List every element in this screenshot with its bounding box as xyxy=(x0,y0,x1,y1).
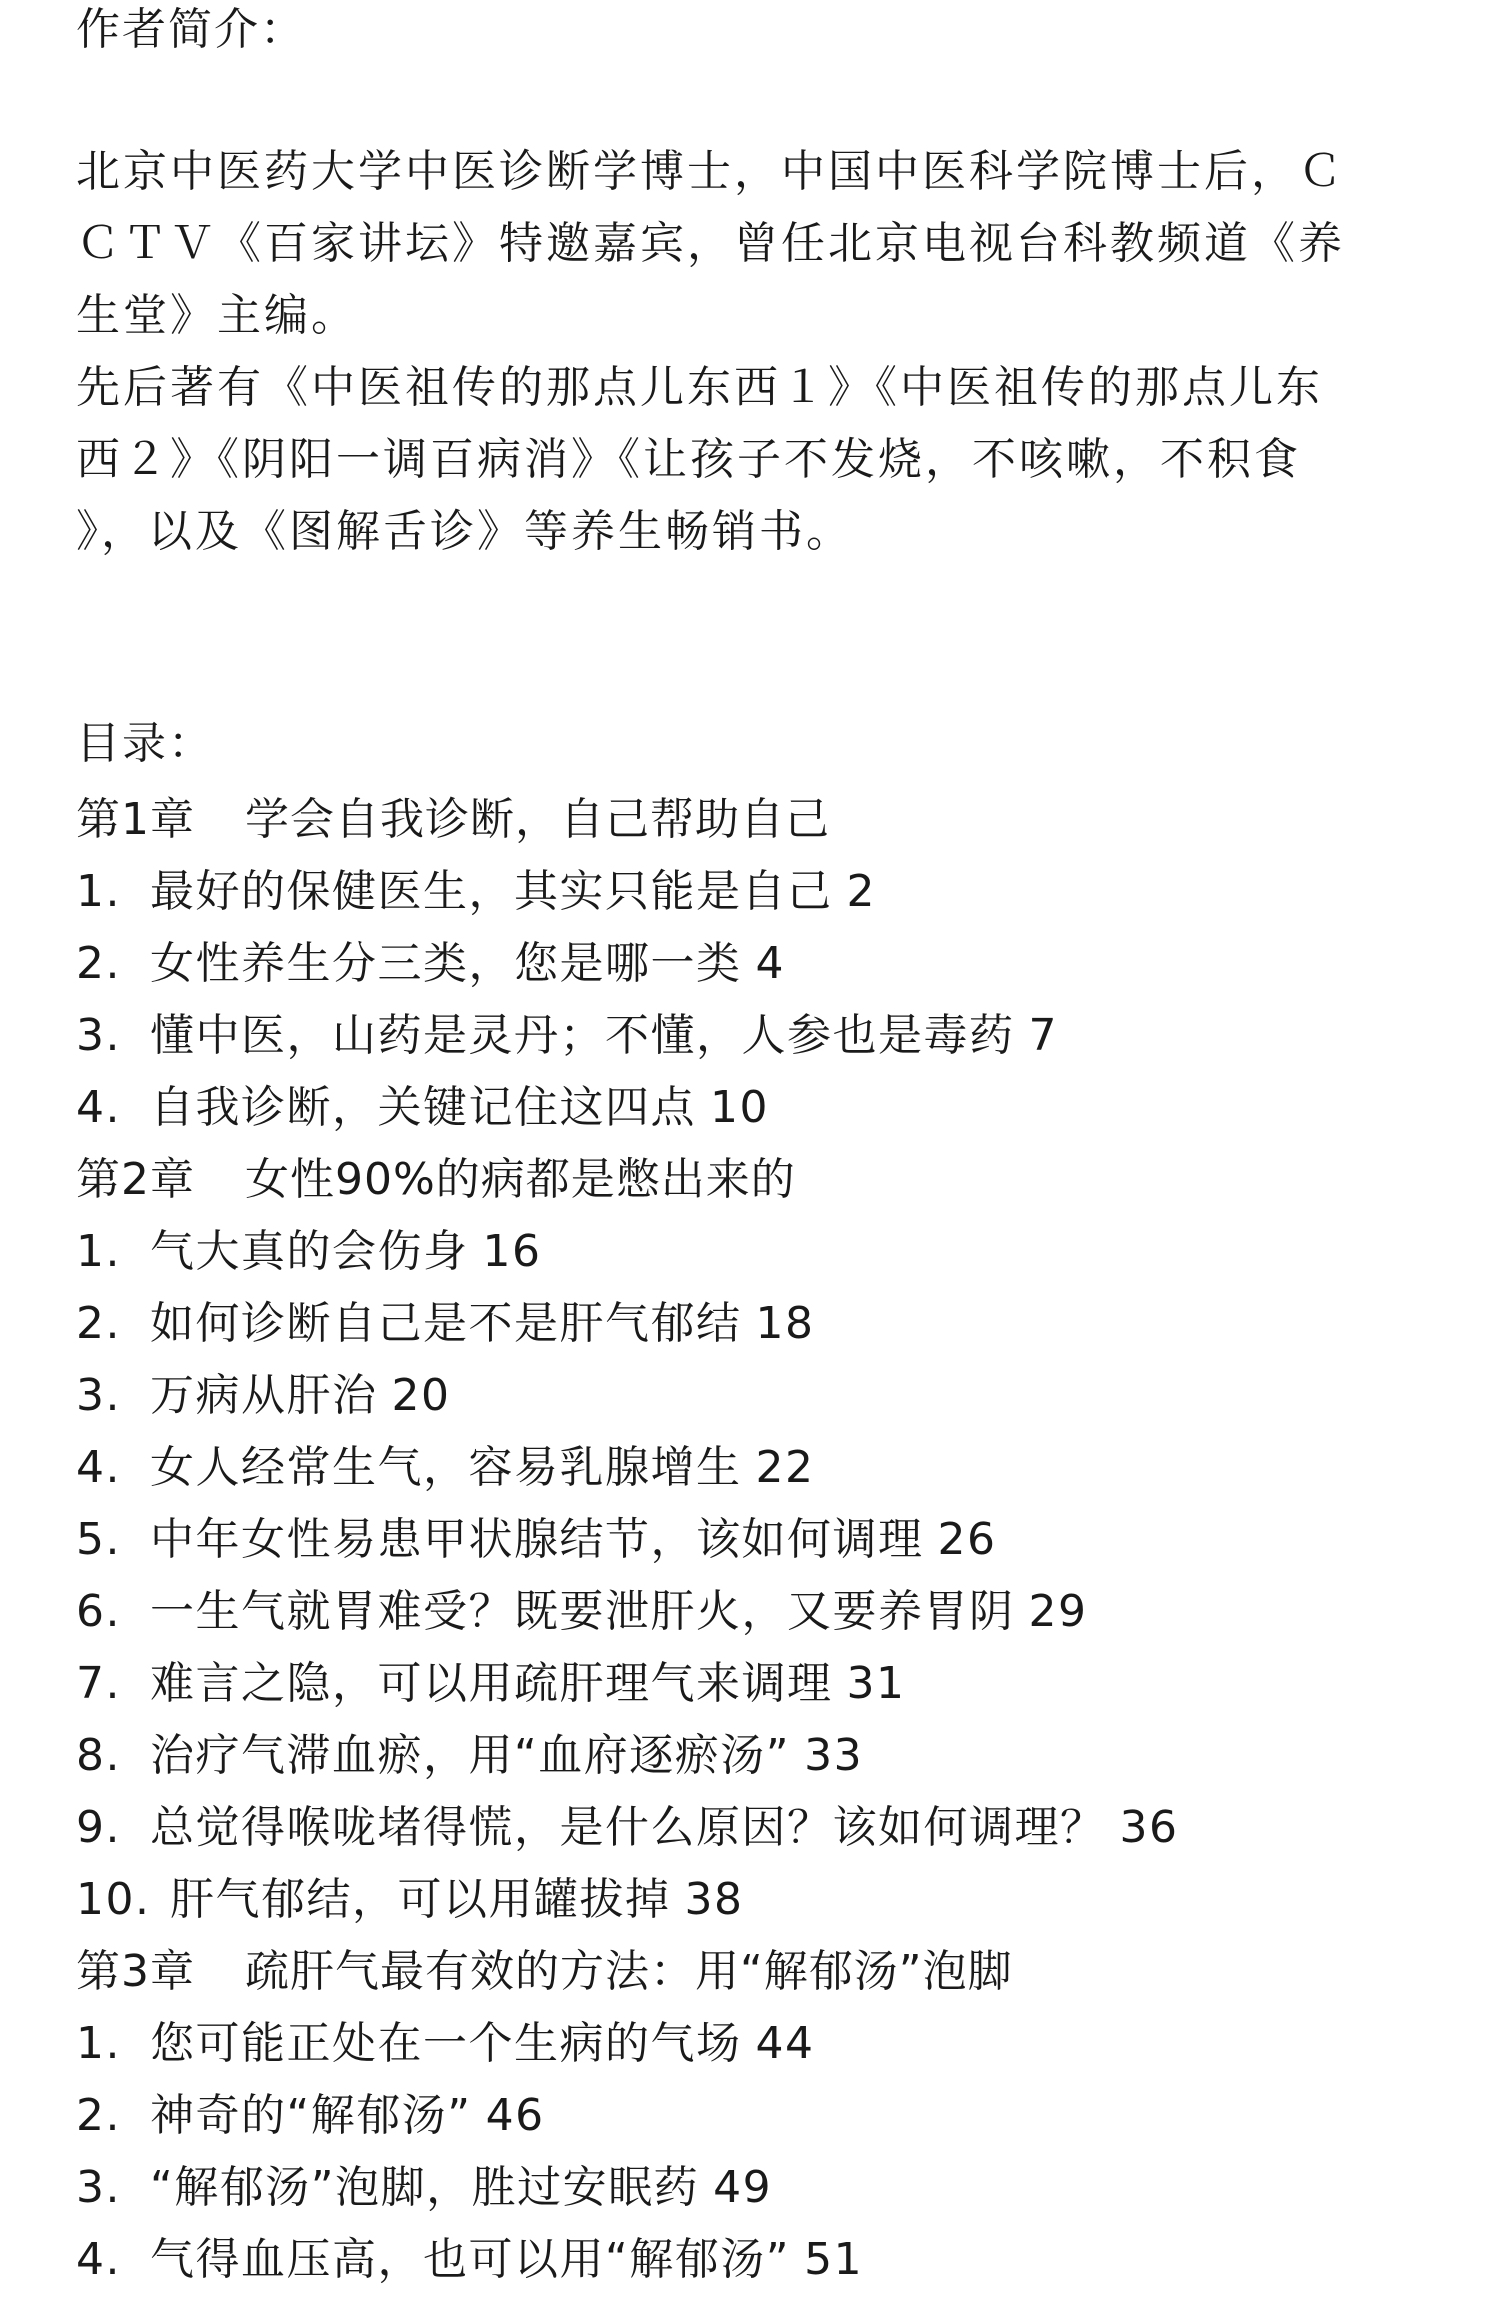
toc-item-page: 36 xyxy=(1119,1802,1179,1853)
toc-item-title: 最好的保健医生，其实只能是自己 xyxy=(150,866,833,917)
bio-line: 生堂》主编。 xyxy=(76,290,358,341)
toc-item xyxy=(76,1576,1456,1648)
toc-item xyxy=(76,2152,1456,2224)
table-of-contents xyxy=(76,784,1456,2296)
toc-item-title: 气得血压高，也可以用“解郁汤” xyxy=(150,2234,791,2285)
toc-item-title: 中年女性易患甲状腺结节，该如何调理 xyxy=(150,1514,924,1565)
toc-item-title: 女人经常生气，容易乳腺增生 xyxy=(150,1442,742,1493)
toc-item xyxy=(76,1216,1456,1288)
toc-item-number: 9. xyxy=(76,1802,121,1853)
toc-item xyxy=(76,2008,1456,2080)
toc-item-page: 22 xyxy=(755,1442,815,1493)
bio-line: 先后著有《中医祖传的那点儿东西１》《中医祖传的那点儿东 xyxy=(76,362,1323,413)
toc-chapter-heading xyxy=(76,1936,1456,2008)
toc-item xyxy=(76,1720,1456,1792)
chapter-label: 第2章 xyxy=(76,1154,195,1205)
toc-item-title: 您可能正处在一个生病的气场 xyxy=(150,2018,742,2069)
toc-heading: 目录： xyxy=(76,718,214,769)
toc-item xyxy=(76,1864,1456,1936)
toc-item-page: 4 xyxy=(755,938,785,989)
toc-item-page: 20 xyxy=(391,1370,451,1421)
toc-item-title: 如何诊断自己是不是肝气郁结 xyxy=(150,1298,742,1349)
toc-item-title: 万病从肝治 xyxy=(150,1370,378,1421)
toc-item-page: 10 xyxy=(710,1082,769,1133)
toc-item xyxy=(76,1288,1456,1360)
toc-item-page: 46 xyxy=(485,2090,545,2141)
bio-line: 北京中医药大学中医诊断学博士，中国中医科学院博士后，Ｃ xyxy=(76,146,1345,197)
chapter-label: 第1章 xyxy=(76,794,195,845)
toc-item-page: 44 xyxy=(755,2018,815,2069)
bio-line: ＣＴＶ《百家讲坛》特邀嘉宾，曾任北京电视台科教频道《养 xyxy=(76,218,1345,269)
chapter-title: 疏肝气最有效的方法：用“解郁汤”泡脚 xyxy=(245,1946,1013,1997)
toc-item-title: 难言之隐，可以用疏肝理气来调理 xyxy=(150,1658,833,1709)
chapter-title: 学会自我诊断，自己帮助自己 xyxy=(245,794,830,845)
toc-item-number: 6. xyxy=(76,1586,121,1637)
toc-item xyxy=(76,1648,1456,1720)
chapter-title: 女性90%的病都是憋出来的 xyxy=(245,1154,796,1205)
toc-item-number: 4. xyxy=(76,2234,121,2285)
toc-item-title: 自我诊断，关键记住这四点 xyxy=(150,1082,696,1133)
toc-item-number: 1. xyxy=(76,2018,121,2069)
toc-item-page: 51 xyxy=(804,2234,864,2285)
toc-item-page: 7 xyxy=(1028,1010,1058,1061)
toc-item-page: 49 xyxy=(713,2162,773,2213)
toc-item xyxy=(76,928,1456,1000)
toc-item-title: 一生气就胃难受？既要泄肝火，又要养胃阴 xyxy=(150,1586,1015,1637)
toc-item-title: 治疗气滞血瘀，用“血府逐瘀汤” xyxy=(150,1730,791,1781)
toc-item-page: 29 xyxy=(1028,1586,1088,1637)
toc-item-number: 3. xyxy=(76,1010,121,1061)
toc-item-title: 气大真的会伤身 xyxy=(150,1226,469,1277)
toc-item xyxy=(76,2080,1456,2152)
toc-item-number: 10. xyxy=(76,1874,151,1925)
toc-item-page: 2 xyxy=(846,866,876,917)
author-intro-heading: 作者简介： xyxy=(76,4,306,55)
toc-item-title: 肝气郁结，可以用罐拔掉 xyxy=(170,1874,671,1925)
toc-item-number: 2. xyxy=(76,938,121,989)
toc-item-title: 女性养生分三类，您是哪一类 xyxy=(150,938,742,989)
toc-item xyxy=(76,1504,1456,1576)
toc-item-title: 总觉得喉咙堵得慌，是什么原因？该如何调理？ xyxy=(150,1802,1106,1853)
toc-item-number: 3. xyxy=(76,1370,121,1421)
toc-item-page: 18 xyxy=(755,1298,815,1349)
toc-item xyxy=(76,856,1456,928)
toc-item xyxy=(76,1792,1456,1864)
toc-item-number: 4. xyxy=(76,1442,121,1493)
toc-chapter-heading xyxy=(76,1144,1456,1216)
toc-item-page: 26 xyxy=(937,1514,997,1565)
toc-item-number: 4. xyxy=(76,1082,121,1133)
chapter-label: 第3章 xyxy=(76,1946,195,1997)
toc-item-title: 懂中医，山药是灵丹；不懂，人参也是毒药 xyxy=(150,1010,1015,1061)
toc-item-page: 16 xyxy=(482,1226,542,1277)
toc-item xyxy=(76,1432,1456,1504)
toc-item-number: 3. xyxy=(76,2162,121,2213)
author-bio xyxy=(76,136,1376,568)
toc-item-number: 5. xyxy=(76,1514,121,1565)
toc-item-number: 1. xyxy=(76,866,121,917)
toc-item xyxy=(76,1000,1456,1072)
toc-chapter-heading xyxy=(76,784,1456,856)
toc-item-page: 33 xyxy=(804,1730,864,1781)
toc-item-number: 1. xyxy=(76,1226,121,1277)
toc-item-page: 38 xyxy=(684,1874,744,1925)
toc-item xyxy=(76,2224,1456,2296)
toc-item-number: 8. xyxy=(76,1730,121,1781)
bio-line: 西２》《阴阳一调百病消》《让孩子不发烧，不咳嗽，不积食 xyxy=(76,434,1301,485)
toc-item-title: 神奇的“解郁汤” xyxy=(150,2090,472,2141)
toc-item-title: “解郁汤”泡脚，胜过安眠药 xyxy=(150,2162,700,2213)
toc-item-number: 7. xyxy=(76,1658,121,1709)
bio-line: 》，以及《图解舌诊》等养生畅销书。 xyxy=(76,506,853,557)
toc-item-number: 2. xyxy=(76,2090,121,2141)
toc-item-page: 31 xyxy=(846,1658,906,1709)
toc-item-number: 2. xyxy=(76,1298,121,1349)
toc-item xyxy=(76,1360,1456,1432)
toc-item xyxy=(76,1072,1456,1144)
